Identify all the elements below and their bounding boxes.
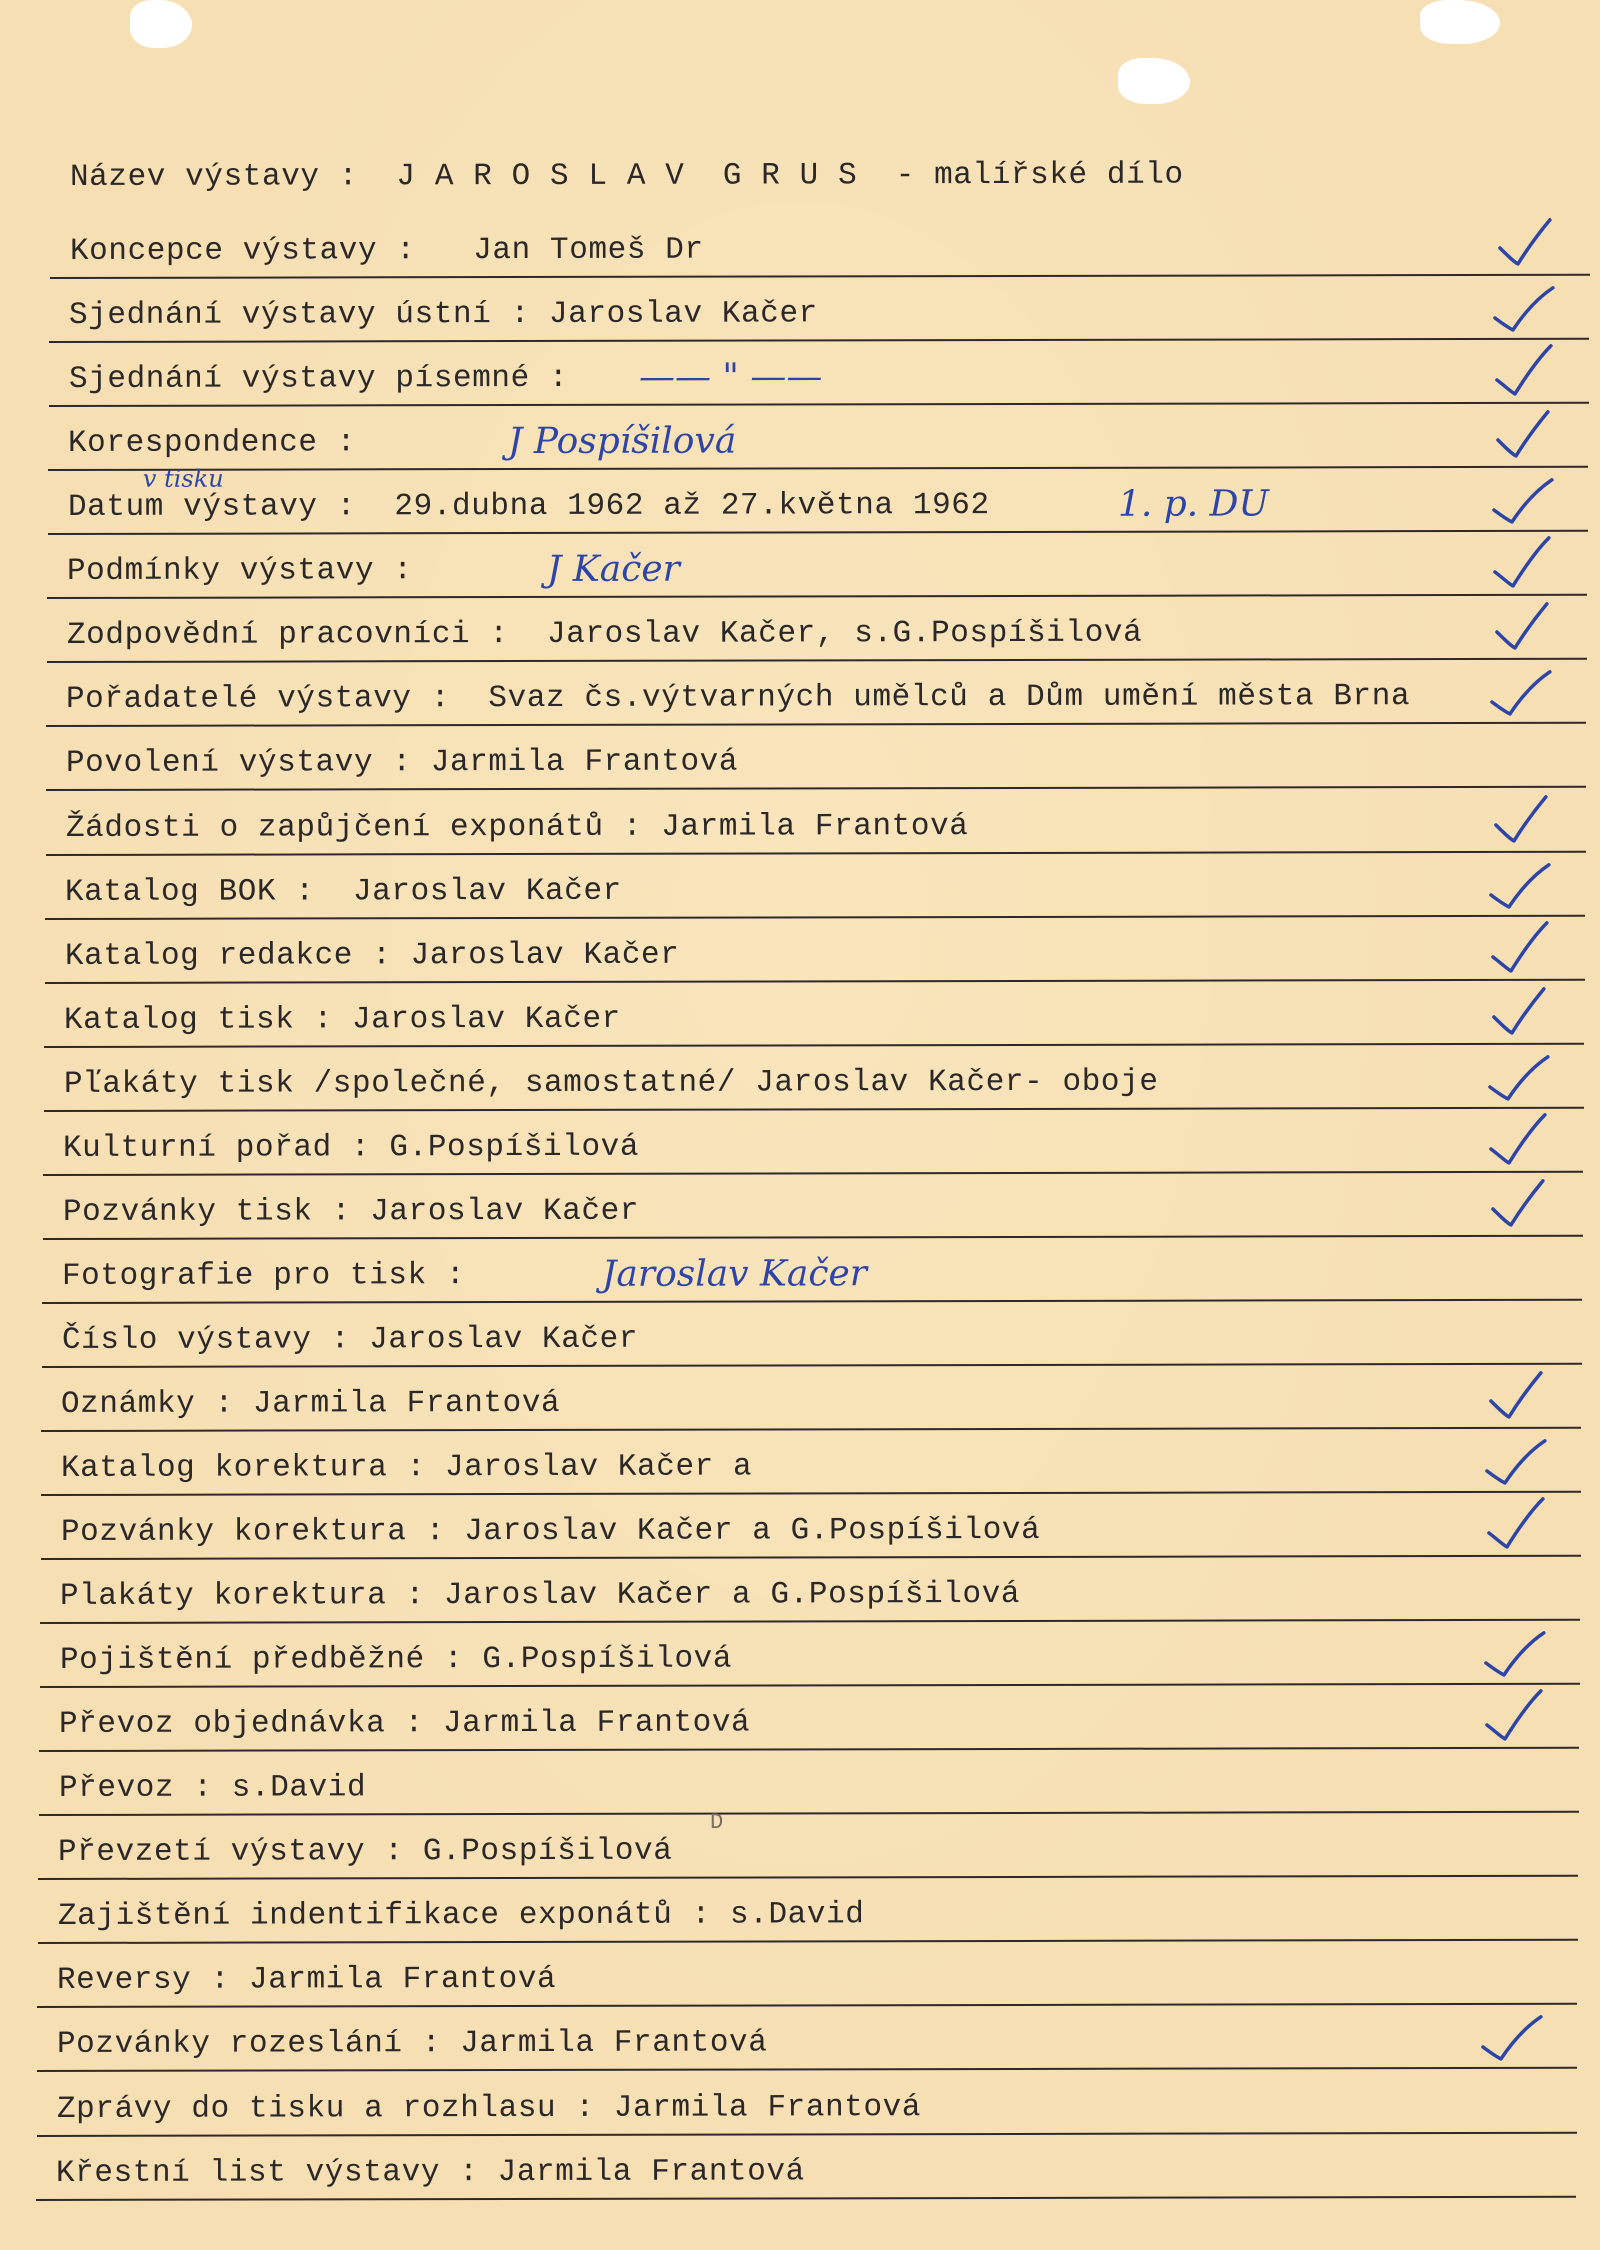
row-text: Katalog tisk : Jaroslav Kačer xyxy=(64,1001,622,1038)
check-mark-icon xyxy=(1483,1367,1547,1423)
row-text: Katalog redakce : Jaroslav Kačer xyxy=(64,937,680,974)
row-text: Sjednání výstavy ústní : Jaroslav Kačer xyxy=(68,296,818,334)
row-text: Číslo výstavy : Jaroslav Kačer xyxy=(61,1321,638,1358)
row-text: Podmínky výstavy : xyxy=(67,553,433,590)
form-row xyxy=(36,2066,1576,2136)
row-text: Převoz objednávka : Jarmila Frantová xyxy=(59,1705,751,1743)
check-mark-icon xyxy=(1486,918,1550,974)
form-row xyxy=(42,1234,1582,1304)
form-row xyxy=(44,913,1584,983)
check-mark-icon xyxy=(1491,278,1555,334)
check-mark-icon xyxy=(1482,1623,1546,1679)
row-text: Sjednání výstavy písemné : xyxy=(68,361,588,398)
form-row xyxy=(43,1170,1583,1240)
row-text: Katalog korektura : Jaroslav Kačer a xyxy=(60,1449,753,1486)
punch-hole xyxy=(1118,58,1190,104)
row-text: Povolení výstavy : Jarmila Frantová xyxy=(65,744,739,782)
row-text: Křestní list výstavy : Jarmila Frantová xyxy=(55,2153,805,2191)
check-mark-icon xyxy=(1481,1687,1545,1743)
punch-hole xyxy=(130,0,192,48)
form-row xyxy=(37,1938,1577,2008)
check-mark-icon xyxy=(1491,342,1555,398)
row-text: Pľakáty tisk /společné, samostatné/ Jaroslav Kačer- oboje xyxy=(63,1064,1159,1102)
check-mark-icon xyxy=(1482,1495,1546,1551)
check-mark-icon xyxy=(1483,1431,1547,1487)
row-text: Pozvánky rozeslání : Jarmila Frantová xyxy=(56,2025,768,2063)
row-text: Zprávy do tisku a rozhlasu : Jarmila Frantová xyxy=(56,2089,921,2127)
handwritten-note: J Kačer xyxy=(547,548,681,591)
form-row xyxy=(48,465,1588,535)
form-row xyxy=(46,721,1586,791)
form-row xyxy=(49,337,1589,407)
check-mark-icon xyxy=(1486,1047,1550,1103)
check-mark-icon xyxy=(1490,406,1554,462)
punch-hole xyxy=(1420,0,1500,44)
row-text: Pořadatelé výstavy : Svaz čs.výtvarných umělců a Dům umění města Brna xyxy=(66,679,1411,718)
form-row xyxy=(47,593,1587,663)
check-mark-icon xyxy=(1487,854,1551,910)
row-text: Katalog BOK : Jaroslav Kačer xyxy=(64,873,622,910)
row-text: Reversy : Jarmila Frantová xyxy=(57,1962,557,1999)
check-mark-icon xyxy=(1491,214,1555,270)
row-text: Pojištění předběžné : G.Pospíšilová xyxy=(59,1641,732,1679)
row-text: Zajištění indentifikace exponátů : s.David xyxy=(57,1897,865,1935)
row-text: Převoz : s.David xyxy=(58,1770,366,1807)
form-row xyxy=(36,2130,1576,2200)
form-row xyxy=(49,209,1589,279)
form-row xyxy=(39,1746,1579,1816)
form-row xyxy=(44,1041,1584,1111)
handwritten-note: v tisku xyxy=(142,464,224,494)
form-row xyxy=(42,1298,1582,1368)
row-text: Koncepce výstavy : Jan Tomeš Dr xyxy=(69,232,704,270)
form-row xyxy=(37,2002,1577,2072)
handwritten-note: 1. p. DU xyxy=(1117,483,1269,526)
form-row xyxy=(40,1490,1580,1560)
row-text: Pozvánky tisk : Jaroslav Kačer xyxy=(62,1193,639,1230)
row-text: Pozvánky korektura : Jaroslav Kačer a G.Pospíšilová xyxy=(60,1512,1040,1551)
form-row xyxy=(43,1106,1583,1176)
row-text: Fotografie pro tisk : xyxy=(62,1257,485,1294)
check-mark-icon xyxy=(1479,2007,1543,2063)
stray-mark: D xyxy=(710,1810,724,1835)
row-text: Oznámky : Jarmila Frantová xyxy=(61,1385,561,1422)
form-row xyxy=(48,401,1588,471)
form-row xyxy=(38,1874,1578,1944)
form-row xyxy=(49,273,1589,343)
form-row xyxy=(47,529,1587,599)
row-text: Datum výstavy : 29.dubna 1962 až 27.května 1962 xyxy=(67,488,990,526)
form-row xyxy=(41,1426,1581,1496)
handwritten-note: Jaroslav Kačer xyxy=(602,1253,868,1295)
form-row xyxy=(45,849,1585,919)
form-row xyxy=(41,1362,1581,1432)
row-text: Kulturní pořad : G.Pospíšilová xyxy=(63,1129,640,1166)
check-mark-icon xyxy=(1488,662,1552,718)
form-row xyxy=(40,1618,1580,1688)
handwritten-note: J Pospíšilová xyxy=(508,420,737,463)
check-mark-icon xyxy=(1485,1175,1549,1231)
check-mark-icon xyxy=(1485,1111,1549,1167)
form-row xyxy=(40,1554,1580,1624)
row-text: Zodpovědní pracovníci : Jaroslav Kačer, s.G.Pospíšilová xyxy=(66,616,1143,654)
row-text: Žádosti o zapůjčení exponátů : Jarmila Frantová xyxy=(65,808,969,846)
form-row xyxy=(46,657,1586,727)
handwritten-note: —— " —— xyxy=(638,356,823,398)
check-mark-icon xyxy=(1489,598,1553,654)
form-row xyxy=(44,977,1584,1047)
form-row xyxy=(38,1810,1578,1880)
check-mark-icon xyxy=(1487,790,1551,846)
form-row xyxy=(50,135,1590,203)
row-text: Název výstavy : J A R O S L A V G R U S - malířské dílo xyxy=(69,157,1184,195)
check-mark-icon xyxy=(1486,982,1550,1038)
form-row xyxy=(45,785,1585,855)
row-text: Plakáty korektura : Jaroslav Kačer a G.Pospíšilová xyxy=(59,1577,1021,1615)
check-mark-icon xyxy=(1489,534,1553,590)
check-mark-icon xyxy=(1490,470,1554,526)
row-text: Převzetí výstavy : G.Pospíšilová xyxy=(58,1833,673,1871)
row-text: Korespondence : xyxy=(68,425,376,462)
form-row xyxy=(39,1682,1579,1752)
